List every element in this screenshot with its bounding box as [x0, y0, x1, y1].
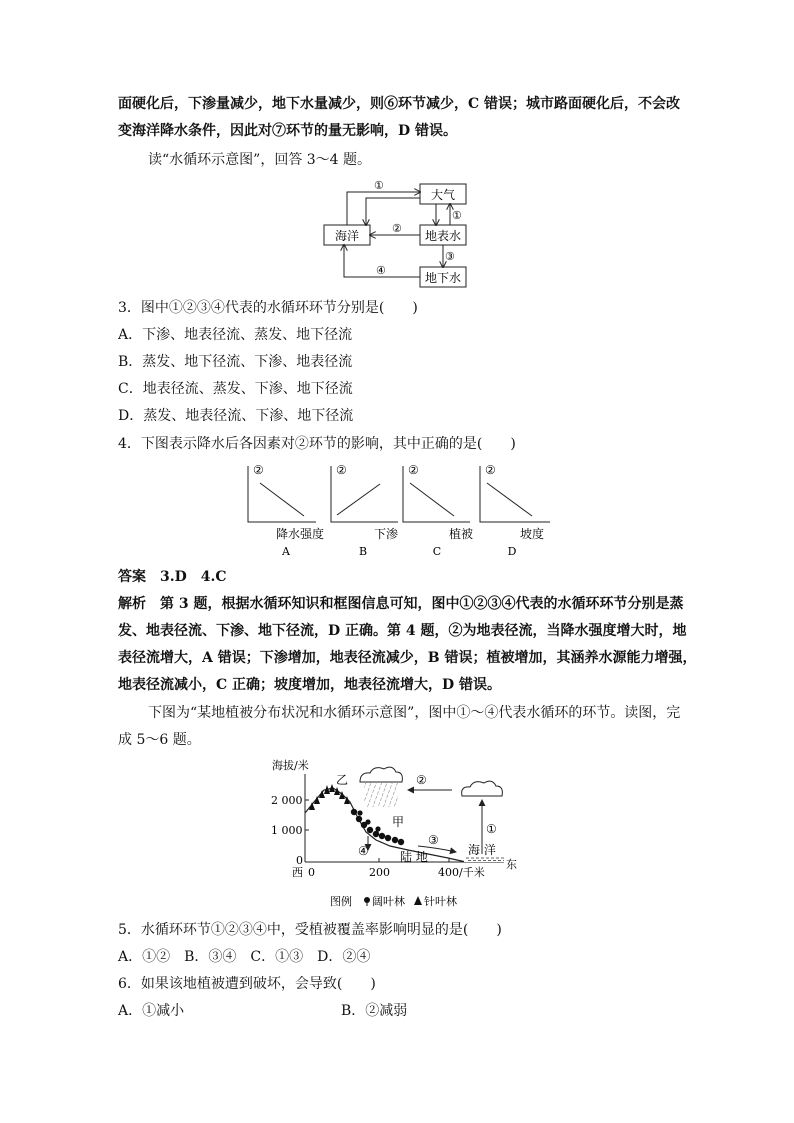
chart-b-line [337, 484, 380, 515]
q4-stem: 4．下图表示降水后各因素对②环节的影响，其中正确的是( ) [118, 436, 516, 452]
ocean-label: 海洋 [334, 229, 360, 243]
answer-line: 答案 3.D 4.C [118, 569, 227, 585]
groundwater-label: 地下水 [424, 271, 462, 285]
intro-line-2: 变海洋降水条件，因此对⑦环节的量无影响，D 错误。 [118, 123, 458, 139]
q4-charts [240, 458, 560, 560]
conifer-forest [309, 784, 350, 810]
chart-d-line [487, 483, 532, 516]
analysis-line-2: 发、地表径流、下渗、地下径流，D 正确。第 4 题，②为地表径流，当降水强度增大时，地 [118, 623, 687, 639]
intro-line-1: 面硬化后，下渗量减少，地下水量减少，则⑥环节减少，C 错误；城市路面硬化后，不会改 [118, 96, 681, 112]
q3-option-b: B．蒸发、地下径流、下渗、地表径流 [118, 354, 353, 370]
label-2: ② [392, 222, 402, 235]
label-4: ④ [376, 264, 386, 277]
chart-c-ylabel: ② [408, 463, 419, 477]
arrow-atmosphere-to-ocean [366, 198, 420, 225]
q3-option-d: D．蒸发、地表径流、下渗、地下径流 [118, 408, 354, 424]
analysis-line-3: 表径流增大，A 错误；下渗增加，地表径流减少，B 错误；植被增加，其涵养水源能力增强， [118, 650, 697, 666]
legend-broadleaf-icon [364, 897, 370, 903]
west-label: 西 [292, 866, 303, 879]
q5-options: A．①② B．③④ C．①③ D．②④ [118, 949, 371, 965]
legend-conifer-label: 针叶林 [424, 895, 457, 908]
east-label: 东 [506, 858, 517, 871]
arrow-ocean-to-atmosphere [347, 192, 420, 225]
chart-d-ylabel: ② [485, 463, 496, 477]
q3-option-c: C．地表径流、蒸发、下渗、地下径流 [118, 381, 353, 397]
legend-broadleaf-label: 阔叶林 [372, 895, 405, 908]
y-tick-label-0: 0 [296, 854, 303, 867]
legend-conifer-icon [414, 896, 422, 905]
label-1-top: ① [374, 179, 384, 192]
chart-c-xlabel: 植被 [448, 527, 474, 541]
peak-label: 乙 [336, 773, 349, 787]
ocean-cloud [462, 781, 503, 796]
chart-d-letter: D [507, 545, 517, 558]
x-tick-label-400: 400/千米 [438, 866, 485, 879]
chart-b-xlabel: 下渗 [373, 527, 399, 541]
atmosphere-label: 大气 [430, 188, 456, 202]
chart-d [480, 463, 550, 558]
chart-a [248, 463, 324, 558]
q6-stem: 6．如果该地植被遭到破坏，会导致( ) [118, 976, 376, 992]
chart-c-line [410, 483, 454, 516]
sea-label: 海 洋 [468, 843, 496, 857]
q5-stem: 5．水循环环节①②③④中，受植被覆盖率影响明显的是( ) [118, 922, 502, 938]
q3-option-a: A．下渗、地表径流、蒸发、地下径流 [118, 327, 353, 343]
legend-title: 图例 [330, 895, 352, 908]
section2-intro-line-2: 成 5～6 题。 [118, 732, 201, 748]
chart-a-letter: A [282, 545, 290, 558]
chart-a-line [260, 483, 304, 516]
chart-a-ylabel: ② [253, 463, 264, 477]
slope-label: 甲 [392, 815, 405, 829]
rain-cloud [360, 767, 402, 807]
surface-water-label: 地表水 [424, 229, 462, 243]
land-label: 陆 地 [400, 850, 428, 864]
q6-option-a: A．①减小 [118, 1003, 185, 1019]
x-tick-label-0: 0 [308, 866, 315, 879]
chart-d-xlabel: 坡度 [519, 527, 545, 541]
y-tick-label-2000: 2 000 [271, 794, 303, 807]
vegetation-water-cycle-diagram [268, 758, 524, 914]
chart-c-letter: C [432, 545, 442, 558]
q3-stem: 3．图中①②③④代表的水循环环节分别是( ) [118, 300, 418, 316]
label-1: ① [486, 822, 497, 836]
chart-a-xlabel: 降水强度 [275, 527, 325, 541]
label-3: ③ [428, 833, 439, 847]
section1-intro: 读“水循环示意图”，回答 3～4 题。 [148, 152, 372, 168]
q6-option-b: B．②减弱 [341, 1003, 408, 1019]
legend [330, 894, 457, 908]
label-3: ③ [445, 250, 455, 263]
x-tick-label-200: 200 [369, 866, 390, 879]
chart-b [331, 463, 398, 558]
analysis-line-4: 地表径流减小，C 正确；坡度增加，地表径流增大，D 错误。 [118, 677, 502, 693]
label-4: ④ [358, 844, 369, 858]
chart-b-letter: B [358, 545, 368, 558]
chart-b-ylabel: ② [336, 463, 347, 477]
label-2: ② [416, 773, 427, 787]
analysis-line-1: 解析 第 3 题，根据水循环知识和框图信息可知，图中①②③④代表的水循环环节分别是蒸 [118, 596, 684, 612]
water-cycle-box-diagram [318, 176, 478, 292]
chart-c [403, 463, 473, 558]
section2-intro-line-1: 下图为“某地植被分布状况和水循环示意图”，图中①～④代表水循环的环节。读图，完 [148, 705, 681, 721]
y-tick-label-1000: 1 000 [271, 824, 303, 837]
y-axis-label: 海拔/米 [272, 759, 309, 772]
label-1-right: ① [452, 209, 462, 222]
